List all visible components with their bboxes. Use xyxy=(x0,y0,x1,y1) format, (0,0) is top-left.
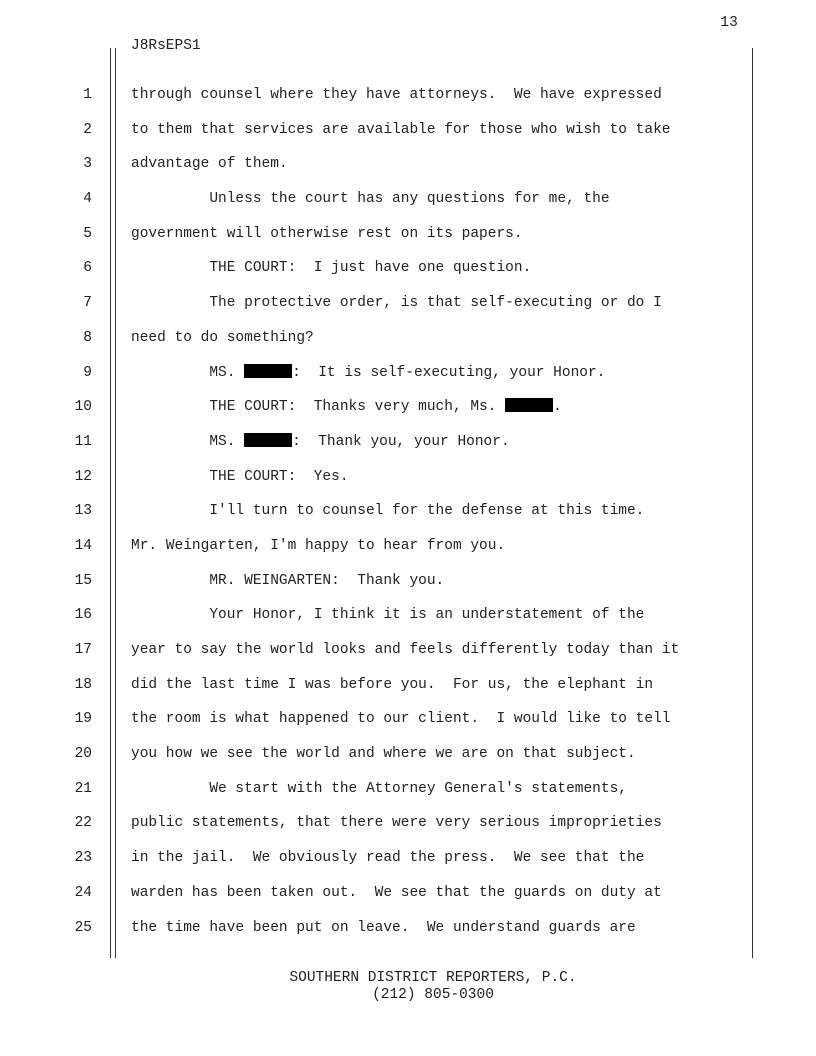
line-text-segment: THE COURT: Yes. xyxy=(131,468,349,485)
line-number: 17 xyxy=(74,642,92,658)
line-text xyxy=(131,321,314,356)
line-number: 19 xyxy=(74,711,92,728)
redaction-block xyxy=(244,364,292,378)
line-text xyxy=(131,633,679,668)
line-number: 1 xyxy=(83,87,92,103)
line-text xyxy=(131,356,605,391)
line-text-segment: the time have been put on leave. We understand guards are xyxy=(131,919,636,936)
transcript-line xyxy=(0,737,816,772)
line-text-segment: The protective order, is that self-executing or do I xyxy=(131,295,662,312)
line-text xyxy=(131,911,636,946)
line-text xyxy=(131,564,444,599)
line-text xyxy=(131,668,653,703)
line-text xyxy=(131,460,349,495)
transcript-line xyxy=(0,633,816,668)
transcript-line xyxy=(0,529,816,564)
document-id: J8RsEPS1 xyxy=(131,38,201,54)
line-number: 20 xyxy=(74,746,92,763)
transcript-line xyxy=(0,390,816,425)
line-text xyxy=(131,702,671,737)
transcript-line xyxy=(0,702,816,737)
redaction-block xyxy=(505,398,553,412)
line-number: 2 xyxy=(83,121,92,138)
transcript-line xyxy=(0,911,816,946)
page-number: 13 xyxy=(720,15,738,31)
line-text xyxy=(131,529,505,564)
footer xyxy=(0,970,816,1004)
transcript-line xyxy=(0,772,816,807)
line-text-segment: to them that services are available for those who wish to take xyxy=(131,121,671,138)
line-text xyxy=(131,876,662,911)
transcript-line xyxy=(0,841,816,876)
line-number: 24 xyxy=(74,884,92,901)
transcript-body xyxy=(0,78,816,945)
line-number: 23 xyxy=(74,850,92,867)
line-number: 7 xyxy=(83,295,92,312)
line-number: 16 xyxy=(74,607,92,624)
transcript-line xyxy=(0,806,816,841)
transcript-line xyxy=(0,494,816,529)
line-text-segment: Your Honor, I think it is an understatement of the xyxy=(131,607,645,624)
line-text xyxy=(131,841,644,876)
transcript-line xyxy=(0,425,816,460)
line-text-segment: warden has been taken out. We see that the guards on duty at xyxy=(131,884,662,901)
line-text-segment: : Thank you, your Honor. xyxy=(292,433,510,450)
line-number: 12 xyxy=(74,468,92,485)
line-text-segment: in the jail. We obviously read the press. We see that the xyxy=(131,850,645,867)
transcript-line xyxy=(0,217,816,252)
line-number: 14 xyxy=(74,537,92,554)
line-text-segment: We start with the Attorney General's statements, xyxy=(131,780,627,797)
line-number: 18 xyxy=(74,676,92,693)
line-text xyxy=(131,217,523,252)
transcript-line xyxy=(0,356,816,391)
transcript-line xyxy=(0,321,816,356)
line-number: 25 xyxy=(74,919,92,936)
line-text-segment: you how we see the world and where we are on that subject. xyxy=(131,746,636,763)
line-text-segment: Unless the court has any questions for me, the xyxy=(131,191,610,208)
transcript-line xyxy=(0,147,816,182)
line-text xyxy=(131,147,288,182)
line-text xyxy=(131,251,531,286)
line-text-segment: did the last time I was before you. For us, the elephant in xyxy=(131,676,654,693)
line-number: 3 xyxy=(83,156,92,173)
line-text xyxy=(131,390,562,425)
line-text-segment: I'll turn to counsel for the defense at this time. xyxy=(131,503,645,520)
line-text xyxy=(131,737,636,772)
line-text-segment: : It is self-executing, your Honor. xyxy=(292,364,606,381)
line-text-segment: MS. xyxy=(131,364,245,381)
line-number: 21 xyxy=(74,780,92,797)
footer-phone: (212) 805-0300 xyxy=(372,987,494,1003)
line-text xyxy=(131,425,510,460)
transcript-line xyxy=(0,598,816,633)
transcript-line xyxy=(0,78,816,113)
line-number: 13 xyxy=(74,503,92,520)
line-text-segment: Mr. Weingarten, I'm happy to hear from you. xyxy=(131,537,506,554)
line-text xyxy=(131,286,662,321)
transcript-line xyxy=(0,286,816,321)
line-text-segment: year to say the world looks and feels differently today than it xyxy=(131,642,680,658)
transcript-line xyxy=(0,251,816,286)
transcript-line xyxy=(0,460,816,495)
line-number: 5 xyxy=(83,225,92,242)
transcript-line xyxy=(0,113,816,148)
line-text-segment: . xyxy=(553,399,562,416)
transcript-line xyxy=(0,668,816,703)
line-text xyxy=(131,78,662,113)
line-number: 4 xyxy=(83,191,92,208)
footer-reporter: SOUTHERN DISTRICT REPORTERS, P.C. xyxy=(289,970,577,986)
transcript-line xyxy=(0,876,816,911)
line-text-segment: the room is what happened to our client. I would like to tell xyxy=(131,711,671,728)
line-text xyxy=(131,772,627,807)
line-text xyxy=(131,182,610,217)
line-number: 11 xyxy=(74,433,92,450)
line-text-segment: advantage of them. xyxy=(131,156,288,173)
line-text xyxy=(131,113,671,148)
line-text-segment: through counsel where they have attorneys. We have expressed xyxy=(131,87,662,103)
line-number: 8 xyxy=(83,329,92,346)
line-text-segment: THE COURT: Thanks very much, Ms. xyxy=(131,399,506,416)
line-text-segment: need to do something? xyxy=(131,329,314,346)
line-number: 15 xyxy=(74,572,92,589)
line-number: 10 xyxy=(74,399,92,416)
line-number: 9 xyxy=(83,364,92,381)
line-text-segment: MR. WEINGARTEN: Thank you. xyxy=(131,572,445,589)
line-text-segment: MS. xyxy=(131,433,245,450)
redaction-block xyxy=(244,433,292,447)
line-text-segment: THE COURT: I just have one question. xyxy=(131,260,532,277)
transcript-line xyxy=(0,182,816,217)
line-text xyxy=(131,494,644,529)
line-text-segment: government will otherwise rest on its papers. xyxy=(131,225,523,242)
line-number: 6 xyxy=(83,260,92,277)
line-text-segment: public statements, that there were very serious improprieties xyxy=(131,815,662,832)
line-number: 22 xyxy=(74,815,92,832)
line-text xyxy=(131,598,644,633)
line-text xyxy=(131,806,662,841)
transcript-line xyxy=(0,564,816,599)
